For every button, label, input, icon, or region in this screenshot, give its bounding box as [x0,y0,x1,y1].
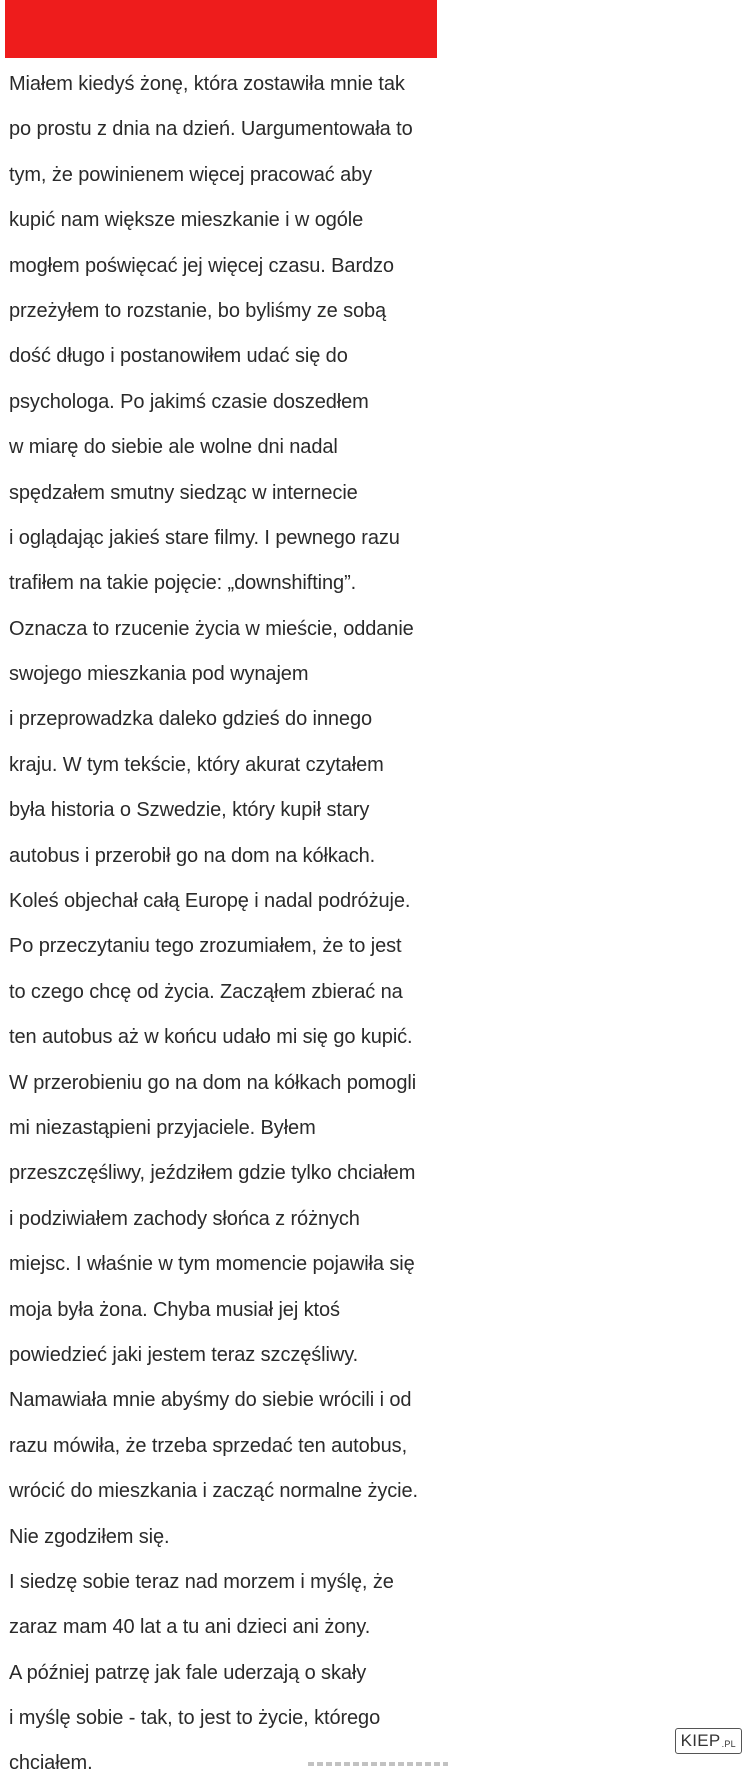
story-line: i podziwiałem zachody słońca z różnych [9,1207,360,1230]
story-line: zaraz mam 40 lat a tu ani dzieci ani żony. [9,1616,371,1639]
story-line: Po przeczytaniu tego zrozumiałem, że to jest [9,935,402,958]
story-line: była historia o Szwedzie, który kupił stary [9,799,370,822]
story-line: swojego mieszkania pod wynajem [9,663,309,686]
story-line: W przerobieniu go na dom na kółkach pomogli [9,1071,417,1094]
story-line: dość długo i postanowiłem udać się do [9,345,348,368]
header-red-bar [5,0,437,58]
story-line: miejsc. I właśnie w tym momencie pojawiła się [9,1253,415,1276]
story-line: kupić nam większe mieszkanie i w ogóle [9,209,364,232]
story-line: mi niezastąpieni przyjaciele. Byłem [9,1116,316,1139]
story-line: tym, że powinienem więcej pracować aby [9,163,373,186]
story-line: Miałem kiedyś żonę, która zostawiła mnie tak [9,73,405,95]
story-line: Namawiała mnie abyśmy do siebie wrócili i od [9,1389,412,1412]
story-line: i przeprowadzka daleko gdzieś do innego [9,708,373,731]
story-line: chciałem. [9,1752,93,1775]
story-line: I siedzę sobie teraz nad morzem i myślę, że [9,1570,394,1593]
story-line: A później patrzę jak fale uderzają o skały [9,1661,367,1684]
story-line: razu mówiła, że trzeba sprzedać ten autobus, [9,1434,408,1457]
story-line: moja była żona. Chyba musiał jej ktoś [9,1298,340,1321]
story-line: Oznacza to rzucenie życia w mieście, oddanie [9,617,414,640]
story-text [9,62,749,1787]
story-line: Nie zgodziłem się. [9,1525,170,1548]
story-line: przeżyłem to rozstanie, bo byliśmy ze sobą [9,299,387,322]
story-line: przeszczęśliwy, jeździłem gdzie tylko chciałem [9,1162,416,1185]
story-line: ten autobus aż w końcu udało mi się go kupić. [9,1026,413,1049]
story-line: powiedzieć jaki jestem teraz szczęśliwy. [9,1343,359,1366]
story-line: trafiłem na takie pojęcie: „downshifting”. [9,572,357,595]
watermark-suffix: .PL [721,1739,736,1749]
story-line: to czego chcę od życia. Zacząłem zbierać na [9,980,403,1003]
story-line: i myślę sobie - tak, to jest to życie, którego [9,1707,381,1730]
story-line: Koleś objechał całą Europę i nadal podróżuje. [9,890,411,913]
story-line: w miarę do siebie ale wolne dni nadal [9,436,338,459]
story-line: psychologa. Po jakimś czasie doszedłem [9,390,369,413]
story-line: i oglądając jakieś stare filmy. I pewnego razu [9,526,400,549]
story-line: po prostu z dnia na dzień. Uargumentowała to [9,118,413,141]
watermark-brand: KIEP [680,1731,721,1750]
story-line: kraju. W tym tekście, który akurat czytałem [9,753,384,776]
story-line: spędzałem smutny siedząc w internecie [9,481,358,504]
bottom-edge-text-fragment [308,1762,448,1766]
story-line: autobus i przerobił go na dom na kółkach. [9,844,376,867]
story-line: wrócić do mieszkania i zacząć normalne życie. [9,1480,418,1503]
story-line: mogłem poświęcać jej więcej czasu. Bardzo [9,254,394,277]
kiep-logo-watermark [675,1728,742,1754]
